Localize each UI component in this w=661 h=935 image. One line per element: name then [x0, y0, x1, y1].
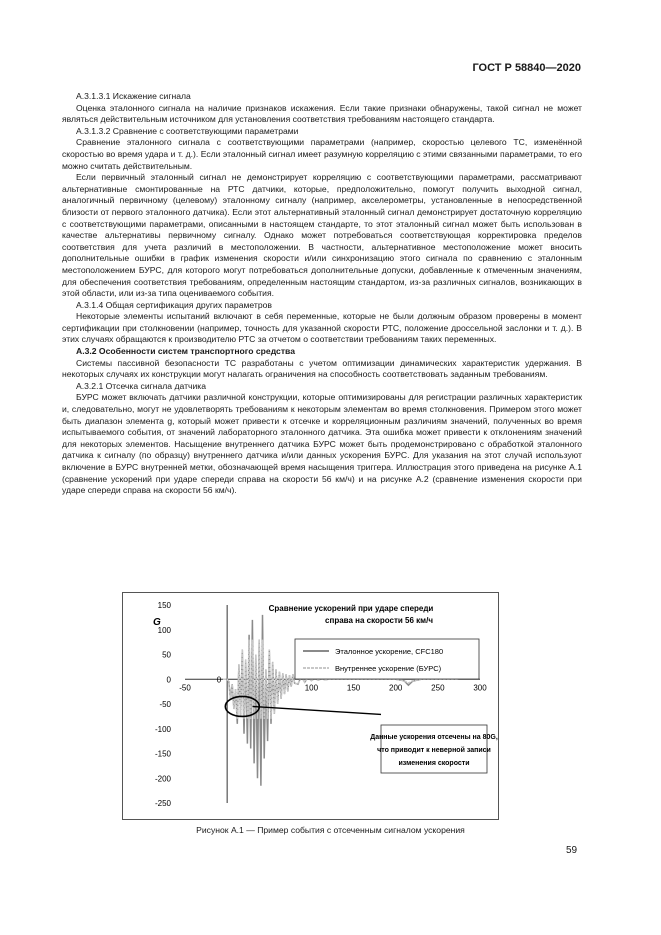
x-tick-label: -50: [179, 683, 191, 693]
paragraph: Некоторые элементы испытаний включают в себя переменные, которые не были должным образом проверены в момент сертификации при столкновении (например, точность для указанной скорости РТС, положение дроссельной заслонки и т. д.). В этих случаях обращаются к производителю РТС за отчетом о соответствии требованиям таких переменных.: [62, 311, 582, 345]
paragraph: Сравнение эталонного сигнала с соответствующими параметрами (например, скоростью целевого ТС, изменённой скоростью во время удара и т. д.). Если эталонный сигнал имеет разумную корреляцию с этими связанными параметрами, то его можно считать действительным.: [62, 137, 582, 171]
paragraph: А.3.1.4 Общая сертификация других параметров: [76, 299, 272, 310]
y-tick-label: -100: [154, 724, 171, 734]
x-tick-label: 0: [216, 675, 222, 685]
paragraph: Системы пассивной безопасности ТС разработаны с учетом оптимизации динамических характеристик удержания. В некоторых случаях их конструкции могут налагать ограничения на способность соответствовать заданным требованиям.: [62, 357, 582, 380]
paragraph: А.3.1.3.1 Искажение сигнала: [76, 91, 191, 101]
y-tick-label: 100: [157, 625, 171, 635]
annotation-line-3: изменения скорости: [398, 760, 470, 767]
x-tick-label: 250: [431, 683, 445, 693]
annotation-line-2: что приводит к неверной записи: [377, 747, 491, 754]
y-tick-label: 50: [162, 650, 171, 660]
y-tick-label: -50: [159, 700, 171, 709]
y-tick-label: -200: [154, 774, 171, 784]
chart-title: Сравнение ускорений при ударе спереди: [268, 604, 434, 613]
legend-box: [295, 639, 479, 679]
chart-subtitle: справа на скорости 56 км/ч: [325, 616, 433, 625]
paragraph: БУРС может включать датчики различной конструкции, которые оптимизированы для регистрации различных характеристик и, следовательно, могут не удовлетворять требованиям к некоторым элементам во время столкновения. Примером этого может быть диапазон элемента g, который может привести к отсечке и корреляционным различиям значений, полученных во время испытываемого события, от значений лабораторного эталонного датчика. Эта ошибка может привести к отклонениям значений для некоторых элементов. Насыщение внутреннего датчика БУРС может быть продемонстрировано с обработкой эталонного датчика к сигналу (по образцу) внутреннего датчика и/или данных ускорения БУРС. Для указания на этот случай используют включение в БУРС внутренней метки, обозначающей время насыщения триггера. Иллюстрация этого приведена на рисунке А.1 (сравнение ускорений при ударе спереди справа на скорости 56 км/ч) и на рисунке А.2 (сравнение изменения скорости при ударе спереди справа на скорости 56 км/ч).: [62, 392, 582, 496]
figure-chart: [122, 592, 499, 820]
x-tick-label: 150: [346, 683, 361, 693]
legend-label-internal: Внутреннее ускорение (БУРС): [335, 664, 442, 673]
standard-header: ГОСТ Р 58840—2020: [472, 62, 581, 74]
y-tick-label: -250: [154, 799, 171, 808]
x-tick-label: 100: [304, 683, 319, 693]
y-tick-label: -150: [154, 749, 171, 759]
x-tick-label: 300: [473, 683, 487, 693]
section-heading: А.3.2 Особенности систем транспортного средства: [76, 346, 295, 357]
x-tick-label: 50: [264, 683, 274, 693]
page-number: 59: [566, 845, 578, 856]
acceleration-chart: [123, 593, 498, 819]
x-tick-label: 200: [389, 683, 403, 693]
legend-label-reference: Эталонное ускорение, CFC180: [335, 647, 444, 656]
paragraph: Если первичный эталонный сигнал не демонстрирует корреляцию с соответствующими параметрами, рассматривают альтернативные смонтированные на РТС датчики, которые, предположительно, помогут получить выходной сигнал, аналогичный первичному (целевому) эталонному сигналу (например, акселерометры, установленные в непосредственной близости от первого эталонного датчика). Если этот альтернативный эталонный сигнал демонстрирует достаточную корреляцию с соответствующими параметрами, описанными в настоящем стандарте, то этот эталонный сигнал может быть использован в качестве альтернативы первичному сигналу. Однако может потребоваться соответствующая корректировка пределов соответствия для учета различий в местоположении. В частности, альтернативное местоположение может вносить дополнительные ошибки в график изменения скорости и/или синхронизацию этого сигнала по сравнению с эталонным местоположением БУРС, для которого могут потребоваться дополнительные допуски, добавленные к отмеченным значениям, для обеспечения соответствия требованиям, определенным настоящим стандартом, из-за различных сигналов, возникающих в этой области, или из-за типа оцениваемого события.: [62, 172, 582, 299]
body-text: [62, 91, 582, 497]
figure-caption: Рисунок А.1 — Пример события с отсеченным сигналом ускорения: [196, 825, 465, 835]
paragraph: А.3.1.3.2 Сравнение с соответствующими параметрами: [76, 125, 299, 136]
y-axis-label: G: [153, 617, 161, 628]
paragraph: А.3.2.1 Отсечка сигнала датчика: [76, 380, 207, 391]
paragraph: Оценка эталонного сигнала на наличие признаков искажения. Если такие признаки обнаружены, такой сигнал не может являться действительным источником для установления соответствия требованиям настоящего стандарта.: [62, 102, 582, 125]
y-tick-label: 150: [157, 601, 171, 610]
y-tick-label: 0: [166, 675, 171, 685]
annotation-line-1: Данные ускорения отсечены на 80G,: [370, 734, 498, 741]
